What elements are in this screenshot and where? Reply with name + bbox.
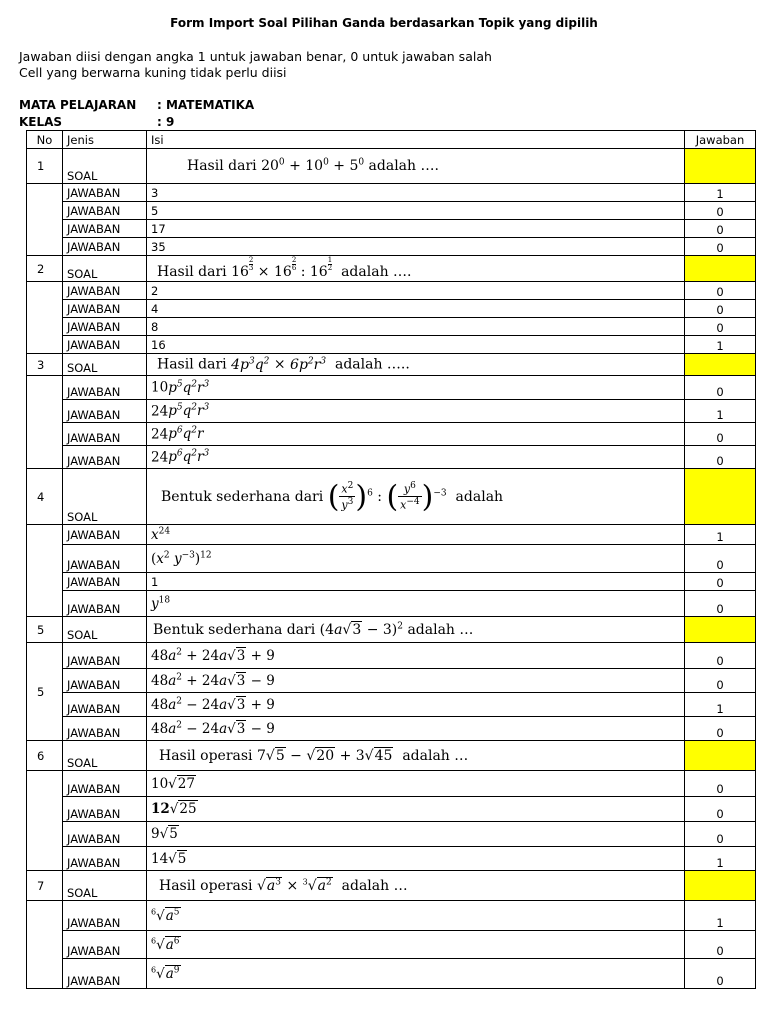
table-row bbox=[27, 741, 756, 771]
answer-value[interactable]: 0 bbox=[685, 822, 756, 847]
answer-cell-disabled bbox=[685, 617, 756, 643]
answer-option: $^6√a^6$ bbox=[147, 931, 685, 959]
answer-value[interactable]: 0 bbox=[685, 318, 756, 336]
table-row bbox=[27, 256, 756, 282]
answer-value[interactable]: 0 bbox=[685, 573, 756, 591]
subject-row bbox=[19, 98, 255, 112]
subject-value: : MATEMATIKA bbox=[157, 98, 255, 112]
answer-group-no bbox=[27, 901, 63, 989]
answer-cell-disabled bbox=[685, 149, 756, 184]
jawaban-label: JAWABAN bbox=[63, 318, 147, 336]
header-jawaban: Jawaban bbox=[685, 131, 756, 149]
answer-option: 14√5 bbox=[147, 847, 685, 871]
answer-value[interactable]: 1 bbox=[685, 184, 756, 202]
soal-label: SOAL bbox=[63, 469, 147, 525]
table-row bbox=[27, 318, 756, 336]
question-text: Bentuk sederhana dari ( $\frac{x^2}{y^3}$ )$^6$ : ( $\frac{y^6}{x^{-4}}$ )$^{-3}$ adalah bbox=[147, 469, 685, 525]
soal-label: SOAL bbox=[63, 256, 147, 282]
answer-option: $x^{24}$ bbox=[147, 525, 685, 545]
page-title: Form Import Soal Pilihan Ganda berdasarkan Topik yang dipilih bbox=[170, 16, 598, 30]
jawaban-label: JAWABAN bbox=[63, 282, 147, 300]
jawaban-label: JAWABAN bbox=[63, 901, 147, 931]
table-row bbox=[27, 300, 756, 318]
answer-cell-disabled bbox=[685, 469, 756, 525]
table-row bbox=[27, 423, 756, 446]
table-row bbox=[27, 149, 756, 184]
answer-value[interactable]: 0 bbox=[685, 931, 756, 959]
answer-value[interactable]: 0 bbox=[685, 238, 756, 256]
question-table bbox=[26, 130, 756, 989]
table-row bbox=[27, 643, 756, 669]
table-row bbox=[27, 184, 756, 202]
answer-value[interactable]: 0 bbox=[685, 959, 756, 989]
table-row bbox=[27, 771, 756, 797]
answer-cell-disabled bbox=[685, 741, 756, 771]
jawaban-label: JAWABAN bbox=[63, 376, 147, 400]
question-text: Hasil dari $20^0 + 10^0 + 5^0$ adalah …. bbox=[147, 149, 685, 184]
answer-group-no bbox=[27, 525, 63, 617]
answer-option: 10√27 bbox=[147, 771, 685, 797]
table-row bbox=[27, 336, 756, 354]
jawaban-label: JAWABAN bbox=[63, 446, 147, 469]
soal-label: SOAL bbox=[63, 617, 147, 643]
answer-value[interactable]: 0 bbox=[685, 282, 756, 300]
answer-value[interactable]: 0 bbox=[685, 717, 756, 741]
jawaban-label: JAWABAN bbox=[63, 220, 147, 238]
answer-option: 12√25 bbox=[147, 797, 685, 822]
jawaban-label: JAWABAN bbox=[63, 959, 147, 989]
answer-option: 16 bbox=[147, 336, 685, 354]
table-row bbox=[27, 573, 756, 591]
answer-value[interactable]: 1 bbox=[685, 336, 756, 354]
table-row bbox=[27, 525, 756, 545]
question-text: Hasil operasi $√a^3 \times ^3√a^2$ adalah … bbox=[147, 871, 685, 901]
answer-option: $48a^2 + 24a√3 - 9$ bbox=[147, 669, 685, 693]
table-row bbox=[27, 847, 756, 871]
answer-option: 4 bbox=[147, 300, 685, 318]
jawaban-label: JAWABAN bbox=[63, 847, 147, 871]
answer-option: $10p^5q^2r^3$ bbox=[147, 376, 685, 400]
answer-option: 9√5 bbox=[147, 822, 685, 847]
soal-label: SOAL bbox=[63, 354, 147, 376]
answer-value[interactable]: 0 bbox=[685, 797, 756, 822]
table-row bbox=[27, 901, 756, 931]
table-row bbox=[27, 591, 756, 617]
jawaban-label: JAWABAN bbox=[63, 591, 147, 617]
header-isi: Isi bbox=[147, 131, 685, 149]
answer-option: $48a^2 + 24a√3 + 9$ bbox=[147, 643, 685, 669]
table-row bbox=[27, 202, 756, 220]
answer-option: $48a^2 - 24a√3 - 9$ bbox=[147, 717, 685, 741]
jawaban-label: JAWABAN bbox=[63, 717, 147, 741]
jawaban-label: JAWABAN bbox=[63, 238, 147, 256]
jawaban-label: JAWABAN bbox=[63, 797, 147, 822]
answer-option: 2 bbox=[147, 282, 685, 300]
answer-cell-disabled bbox=[685, 354, 756, 376]
jawaban-label: JAWABAN bbox=[63, 693, 147, 717]
answer-value[interactable]: 1 bbox=[685, 525, 756, 545]
answer-value[interactable]: 0 bbox=[685, 591, 756, 617]
answer-value[interactable]: 0 bbox=[685, 643, 756, 669]
answer-value[interactable]: 0 bbox=[685, 669, 756, 693]
answer-group-no bbox=[27, 282, 63, 354]
table-row bbox=[27, 822, 756, 847]
table-row bbox=[27, 545, 756, 573]
answer-cell-disabled bbox=[685, 256, 756, 282]
answer-value[interactable]: 1 bbox=[685, 847, 756, 871]
answer-value[interactable]: 0 bbox=[685, 300, 756, 318]
table-row bbox=[27, 617, 756, 643]
table-row bbox=[27, 400, 756, 423]
question-text: Hasil operasi 7√5 − √20 + 3√45 adalah … bbox=[147, 741, 685, 771]
answer-option: 3 bbox=[147, 184, 685, 202]
question-text: Hasil dari $4p^3q^2 \times 6p^2r^3$ adalah ….. bbox=[147, 354, 685, 376]
jawaban-label: JAWABAN bbox=[63, 643, 147, 669]
jawaban-label: JAWABAN bbox=[63, 423, 147, 446]
table-row bbox=[27, 669, 756, 693]
header-no: No bbox=[27, 131, 63, 149]
question-no: 5 bbox=[27, 617, 63, 643]
jawaban-label: JAWABAN bbox=[63, 931, 147, 959]
jawaban-label: JAWABAN bbox=[63, 184, 147, 202]
answer-value[interactable]: 0 bbox=[685, 545, 756, 573]
jawaban-label: JAWABAN bbox=[63, 400, 147, 423]
header-jenis: Jenis bbox=[63, 131, 147, 149]
answer-option: $^6√a^9$ bbox=[147, 959, 685, 989]
table-row bbox=[27, 797, 756, 822]
jawaban-label: JAWABAN bbox=[63, 771, 147, 797]
jawaban-label: JAWABAN bbox=[63, 202, 147, 220]
answer-cell-disabled bbox=[685, 871, 756, 901]
jawaban-label: JAWABAN bbox=[63, 573, 147, 591]
answer-value[interactable]: 0 bbox=[685, 771, 756, 797]
answer-option: 1 bbox=[147, 573, 685, 591]
jawaban-label: JAWABAN bbox=[63, 300, 147, 318]
table-row bbox=[27, 931, 756, 959]
soal-label: SOAL bbox=[63, 871, 147, 901]
answer-option: 8 bbox=[147, 318, 685, 336]
table-row bbox=[27, 238, 756, 256]
answer-value[interactable]: 1 bbox=[685, 693, 756, 717]
table-row bbox=[27, 959, 756, 989]
answer-value[interactable]: 1 bbox=[685, 901, 756, 931]
class-label: KELAS bbox=[19, 115, 63, 129]
table-row bbox=[27, 376, 756, 400]
jawaban-label: JAWABAN bbox=[63, 336, 147, 354]
jawaban-label: JAWABAN bbox=[63, 525, 147, 545]
table-header bbox=[27, 131, 756, 149]
subject-label: MATA PELAJARAN bbox=[19, 98, 137, 112]
question-no: 3 bbox=[27, 354, 63, 376]
answer-value[interactable]: 0 bbox=[685, 446, 756, 469]
table-row bbox=[27, 354, 756, 376]
question-text: Bentuk sederhana dari $(4a√3 - 3)^2$ adalah … bbox=[147, 617, 685, 643]
answer-option: $24p^6q^2r$ bbox=[147, 423, 685, 446]
question-text: Hasil dari 16 $\frac{2}{3}$ × 16 $\frac{2}{6}$ : 16 $\frac{1}{2}$ adalah …. bbox=[147, 256, 685, 282]
answer-value[interactable]: 0 bbox=[685, 202, 756, 220]
answer-option: ($x^2$ $y^{-3})^{12}$ bbox=[147, 545, 685, 573]
instruction-line-1: Jawaban diisi dengan angka 1 untuk jawaban benar, 0 untuk jawaban salah bbox=[19, 49, 492, 64]
answer-option: $24p^5q^2r^3$ bbox=[147, 400, 685, 423]
answer-option: 17 bbox=[147, 220, 685, 238]
soal-label: SOAL bbox=[63, 741, 147, 771]
table-row bbox=[27, 693, 756, 717]
class-row bbox=[19, 115, 175, 129]
answer-value[interactable]: 0 bbox=[685, 220, 756, 238]
question-no: 7 bbox=[27, 871, 63, 901]
answer-option: 35 bbox=[147, 238, 685, 256]
answer-option: $^6√a^5$ bbox=[147, 901, 685, 931]
answer-group-no bbox=[27, 184, 63, 256]
class-value: : 9 bbox=[157, 115, 175, 129]
table-row bbox=[27, 282, 756, 300]
table-row bbox=[27, 446, 756, 469]
table-row bbox=[27, 717, 756, 741]
answer-group-no bbox=[27, 376, 63, 469]
answer-group-no bbox=[27, 771, 63, 871]
question-no: 1 bbox=[27, 149, 63, 184]
question-no: 2 bbox=[27, 256, 63, 282]
jawaban-label: JAWABAN bbox=[63, 822, 147, 847]
answer-option: 5 bbox=[147, 202, 685, 220]
jawaban-label: JAWABAN bbox=[63, 545, 147, 573]
answer-value[interactable]: 1 bbox=[685, 400, 756, 423]
answer-option: $y^{18}$ bbox=[147, 591, 685, 617]
table-row bbox=[27, 220, 756, 238]
soal-label: SOAL bbox=[63, 149, 147, 184]
table-row bbox=[27, 871, 756, 901]
question-no: 4 bbox=[27, 469, 63, 525]
answer-value[interactable]: 0 bbox=[685, 423, 756, 446]
question-no: 6 bbox=[27, 741, 63, 771]
table-row bbox=[27, 469, 756, 525]
answer-group-no: 5 bbox=[27, 643, 63, 741]
instruction-line-2: Cell yang berwarna kuning tidak perlu diisi bbox=[19, 65, 287, 80]
answer-option: $48a^2 - 24a√3 + 9$ bbox=[147, 693, 685, 717]
jawaban-label: JAWABAN bbox=[63, 669, 147, 693]
answer-value[interactable]: 0 bbox=[685, 376, 756, 400]
answer-option: $24p^6q^2r^3$ bbox=[147, 446, 685, 469]
